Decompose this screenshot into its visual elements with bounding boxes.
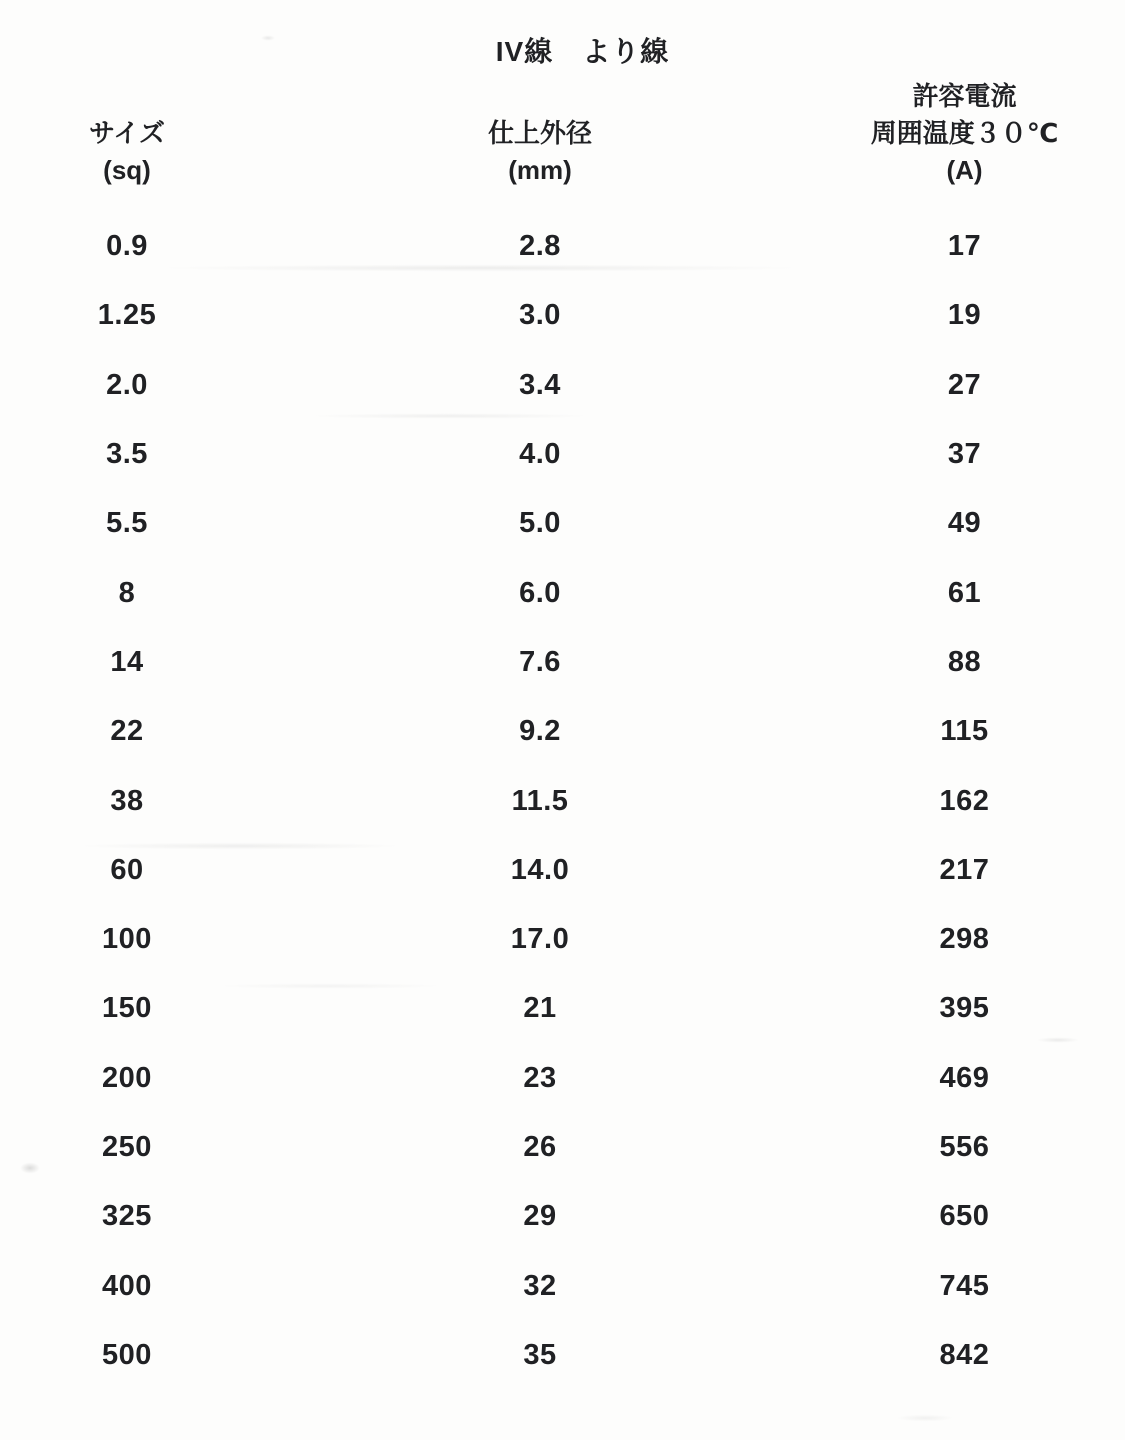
table-header: [0, 78, 1125, 189]
cell-size-sq: 250: [102, 1131, 152, 1163]
table-row: [0, 212, 1125, 281]
cell-od-mm: 2.8: [519, 230, 561, 263]
cell-current-a: 395: [939, 992, 990, 1025]
column-header-diameter-line2: (mm): [508, 154, 572, 185]
cell-size-sq: 14: [110, 645, 144, 678]
table-row: [0, 1113, 1125, 1182]
cell-od-mm: 23: [523, 1061, 557, 1094]
cell-od-mm: 21: [523, 992, 557, 1025]
cell-current-a: 217: [939, 853, 990, 886]
cell-od-mm: 29: [523, 1200, 557, 1233]
table-row: [0, 766, 1125, 835]
table-row: [0, 1321, 1125, 1390]
cell-od-mm: 11.5: [511, 784, 569, 817]
table-body: [0, 212, 1125, 1390]
cell-size-sq: 200: [102, 1061, 152, 1094]
table-row: [0, 628, 1125, 697]
cell-size-sq: 2.0: [106, 368, 148, 401]
column-header-size-line2: (sq): [103, 154, 151, 185]
cell-current-a: 19: [947, 299, 982, 332]
table-row: [0, 974, 1125, 1043]
cell-od-mm: 9.2: [519, 715, 561, 748]
column-header-diameter: [254, 115, 826, 189]
cell-current-a: 88: [947, 645, 982, 678]
table-row: [0, 420, 1125, 489]
column-header-current-line3: (A): [946, 154, 983, 185]
cell-od-mm: 35: [523, 1338, 557, 1371]
cell-current-a: 842: [939, 1338, 990, 1371]
cell-size-sq: 38: [110, 784, 144, 817]
cell-size-sq: 0.9: [106, 230, 148, 263]
cell-current-a: 162: [939, 784, 990, 817]
cell-current-a: 115: [940, 715, 989, 748]
column-header-size: [0, 115, 254, 189]
cell-size-sq: 325: [102, 1200, 152, 1233]
table-row: [0, 489, 1125, 558]
cell-od-mm: 3.0: [519, 299, 561, 332]
cell-od-mm: 14.0: [510, 853, 570, 886]
table-row: [0, 1044, 1125, 1113]
cell-current-a: 49: [947, 507, 982, 540]
cell-od-mm: 5.0: [519, 507, 561, 540]
cell-size-sq: 100: [102, 923, 152, 956]
page-title: IV線 より線: [495, 36, 670, 67]
cell-od-mm: 32: [523, 1269, 557, 1302]
table-row: [0, 836, 1125, 905]
cell-current-a: 556: [939, 1131, 990, 1163]
cell-current-a: 37: [947, 438, 982, 471]
cell-current-a: 17: [947, 230, 982, 263]
cell-size-sq: 500: [102, 1338, 152, 1371]
cell-od-mm: 3.4: [519, 368, 561, 401]
column-header-current-line2: 周囲温度３０℃: [870, 117, 1059, 148]
table-row: [0, 697, 1125, 766]
table-row: [0, 1251, 1125, 1320]
cell-current-a: 745: [939, 1269, 990, 1302]
cell-size-sq: 150: [102, 992, 152, 1025]
table-row: [0, 558, 1125, 627]
cell-current-a: 61: [947, 576, 982, 609]
cell-od-mm: 6.0: [519, 576, 561, 609]
cell-size-sq: 8: [118, 576, 136, 609]
column-header-current-line1: 許容電流: [912, 81, 1017, 111]
cell-od-mm: 7.6: [519, 645, 561, 678]
column-header-diameter-line1: 仕上外径: [487, 117, 592, 148]
cell-size-sq: 3.5: [106, 438, 148, 471]
cell-od-mm: 26: [523, 1131, 557, 1163]
column-header-size-line1: サイズ: [89, 117, 165, 148]
cell-size-sq: 5.5: [106, 507, 148, 540]
cell-current-a: 298: [939, 923, 990, 956]
column-header-current: [826, 78, 1125, 189]
cell-size-sq: 60: [110, 853, 144, 886]
cell-current-a: 650: [939, 1200, 990, 1233]
cell-current-a: 469: [939, 1061, 990, 1094]
table-row: [0, 351, 1125, 420]
cell-size-sq: 400: [102, 1269, 152, 1302]
table-row: [0, 1182, 1125, 1251]
cell-od-mm: 17.0: [510, 923, 570, 956]
cell-size-sq: 22: [110, 715, 144, 748]
table-row: [0, 281, 1125, 350]
table-row: [0, 905, 1125, 974]
cell-current-a: 27: [947, 368, 982, 401]
cell-size-sq: 1.25: [97, 299, 157, 332]
cell-od-mm: 4.0: [519, 438, 561, 471]
